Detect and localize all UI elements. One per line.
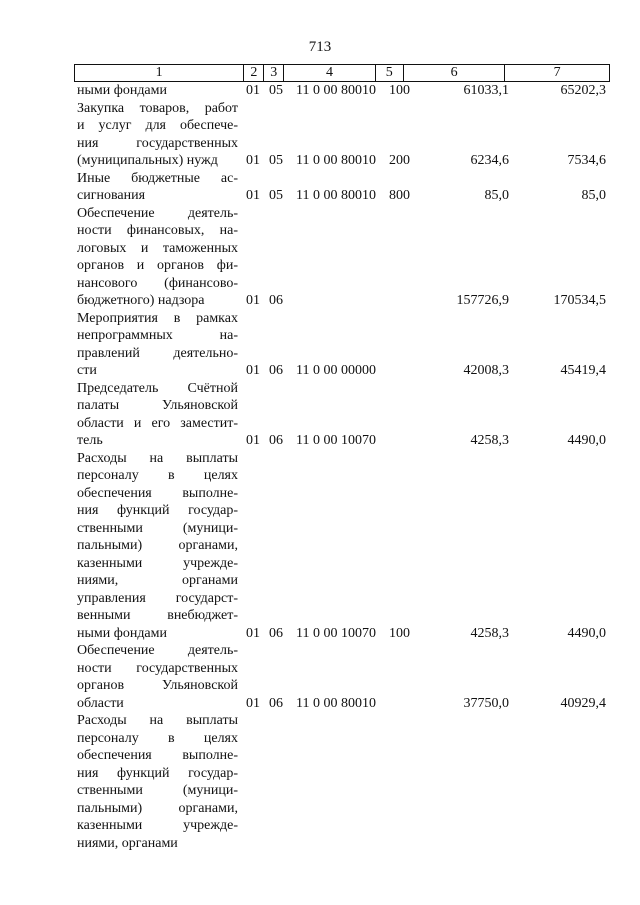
section-code: 01 xyxy=(246,83,260,98)
description-line: Обеспечение деятель- xyxy=(77,205,238,221)
description-line: ниями, органами xyxy=(77,835,178,851)
description-line: ния функций государ- xyxy=(77,765,238,781)
section-code: 01 xyxy=(246,293,260,308)
description-line: обеспечения выполне- xyxy=(77,485,238,501)
expense-type-code: 100 xyxy=(389,625,410,641)
section-code: 01 xyxy=(246,363,260,378)
table-row xyxy=(0,205,640,310)
target-article-code: 11 0 00 80010 xyxy=(296,83,376,98)
description-line: ния функций государ- xyxy=(77,503,238,518)
section-code: 01 xyxy=(246,625,260,641)
subsection-code: 05 xyxy=(269,153,283,168)
description-line: Мероприятия в рамках xyxy=(77,310,238,326)
description-line: органов и органов фи- xyxy=(77,258,238,273)
subsection-code: 06 xyxy=(269,363,283,378)
target-article-code: 11 0 00 80010 xyxy=(296,153,376,168)
table-row xyxy=(0,380,640,450)
description-line: ниями, органами xyxy=(77,573,238,588)
table-row xyxy=(0,310,640,380)
target-article-code: 11 0 00 80010 xyxy=(296,695,376,711)
header-col-2: 2 xyxy=(244,65,264,81)
description-line: пальными) органами, xyxy=(77,800,238,816)
section-code: 01 xyxy=(246,153,260,168)
description-line: Расходы на выплаты xyxy=(77,450,238,466)
table-row xyxy=(0,100,640,170)
description-line: ственными (муници- xyxy=(77,520,238,536)
description-line: ными фондами xyxy=(77,625,168,641)
expense-type-code: 800 xyxy=(389,188,410,203)
amount-year-1: 6234,6 xyxy=(470,153,509,168)
description-line: непрограммных на- xyxy=(77,328,238,343)
section-code: 01 xyxy=(246,695,260,711)
description-line: персоналу в целях xyxy=(77,468,238,483)
amount-year-2: 170534,5 xyxy=(553,293,606,308)
target-article-code: 11 0 00 80010 xyxy=(296,188,376,203)
description-line: Иные бюджетные ас- xyxy=(77,170,238,186)
description-line: казенными учрежде- xyxy=(77,818,238,833)
row-description xyxy=(77,642,238,712)
description-line: правлений деятельно- xyxy=(77,345,238,361)
header-col-5: 5 xyxy=(376,65,404,81)
page-number: 713 xyxy=(308,39,332,55)
row-description xyxy=(77,100,238,170)
header-col-1: 1 xyxy=(75,65,244,81)
row-description xyxy=(77,205,238,310)
amount-year-1: 4258,3 xyxy=(470,625,509,641)
expense-type-code: 200 xyxy=(389,153,410,168)
description-line: ния государственных xyxy=(77,135,238,151)
table-row xyxy=(0,712,640,852)
target-article-code: 11 0 00 10070 xyxy=(296,625,376,641)
description-line: пальными) органами, xyxy=(77,538,238,553)
amount-year-1: 42008,3 xyxy=(463,363,509,378)
description-line: венными внебюджет- xyxy=(77,608,238,623)
section-code: 01 xyxy=(246,188,260,203)
amount-year-2: 4490,0 xyxy=(567,433,606,448)
table-row xyxy=(0,450,640,643)
target-article-code: 11 0 00 00000 xyxy=(296,363,376,378)
description-line: ности финансовых, на- xyxy=(77,223,238,238)
description-line: (муниципальных) нужд xyxy=(77,153,218,168)
row-description xyxy=(77,380,238,450)
row-description xyxy=(77,712,238,852)
amount-year-1: 4258,3 xyxy=(470,433,509,448)
description-line: органов Ульяновской xyxy=(77,678,238,693)
description-line: управления государст- xyxy=(77,590,238,606)
description-line: Закупка товаров, работ xyxy=(77,100,238,116)
table-row xyxy=(0,642,640,712)
row-description xyxy=(77,82,238,100)
description-line: Расходы на выплаты xyxy=(77,713,238,728)
amount-year-1: 61033,1 xyxy=(463,83,509,98)
amount-year-1: 157726,9 xyxy=(456,293,509,308)
row-description xyxy=(77,170,238,205)
description-line: и услуг для обеспече- xyxy=(77,118,238,133)
description-line: сти xyxy=(77,363,97,378)
description-line: области и его заместит- xyxy=(77,415,238,431)
description-line: логовых и таможенных xyxy=(77,240,238,256)
amount-year-2: 4490,0 xyxy=(567,625,606,641)
row-description xyxy=(77,310,238,380)
subsection-code: 06 xyxy=(269,293,283,308)
description-line: сигнования xyxy=(77,188,146,203)
table-header xyxy=(74,64,610,82)
description-line: области xyxy=(77,695,124,711)
amount-year-2: 7534,6 xyxy=(567,153,606,168)
target-article-code: 11 0 00 10070 xyxy=(296,433,376,448)
description-line: Председатель Счётной xyxy=(77,380,238,396)
amount-year-1: 37750,0 xyxy=(463,695,509,711)
amount-year-2: 45419,4 xyxy=(560,363,606,378)
header-col-6: 6 xyxy=(404,65,506,81)
description-line: нансового (финансово- xyxy=(77,275,238,291)
amount-year-2: 40929,4 xyxy=(560,695,606,711)
budget-table-body xyxy=(0,82,640,852)
description-line: бюджетного) надзора xyxy=(77,293,205,308)
section-code: 01 xyxy=(246,433,260,448)
subsection-code: 06 xyxy=(269,625,283,641)
subsection-code: 05 xyxy=(269,83,283,98)
header-col-3: 3 xyxy=(264,65,284,81)
amount-year-2: 85,0 xyxy=(581,188,606,203)
description-line: персоналу в целях xyxy=(77,730,238,746)
description-line: ными фондами xyxy=(77,83,168,98)
row-description xyxy=(77,450,238,643)
table-row xyxy=(0,82,640,100)
description-line: казенными учрежде- xyxy=(77,555,238,571)
description-line: ственными (муници- xyxy=(77,783,238,798)
description-line: ности государственных xyxy=(77,660,238,676)
description-line: обеспечения выполне- xyxy=(77,748,238,763)
header-col-4: 4 xyxy=(284,65,376,81)
description-line: палаты Ульяновской xyxy=(77,398,238,413)
header-col-7: 7 xyxy=(553,65,561,80)
subsection-code: 05 xyxy=(269,188,283,203)
subsection-code: 06 xyxy=(269,695,283,711)
subsection-code: 06 xyxy=(269,433,283,448)
amount-year-2: 65202,3 xyxy=(560,83,606,98)
amount-year-1: 85,0 xyxy=(484,188,509,203)
table-row xyxy=(0,170,640,205)
description-line: Обеспечение деятель- xyxy=(77,643,238,658)
expense-type-code: 100 xyxy=(389,83,410,98)
description-line: тель xyxy=(77,433,103,448)
